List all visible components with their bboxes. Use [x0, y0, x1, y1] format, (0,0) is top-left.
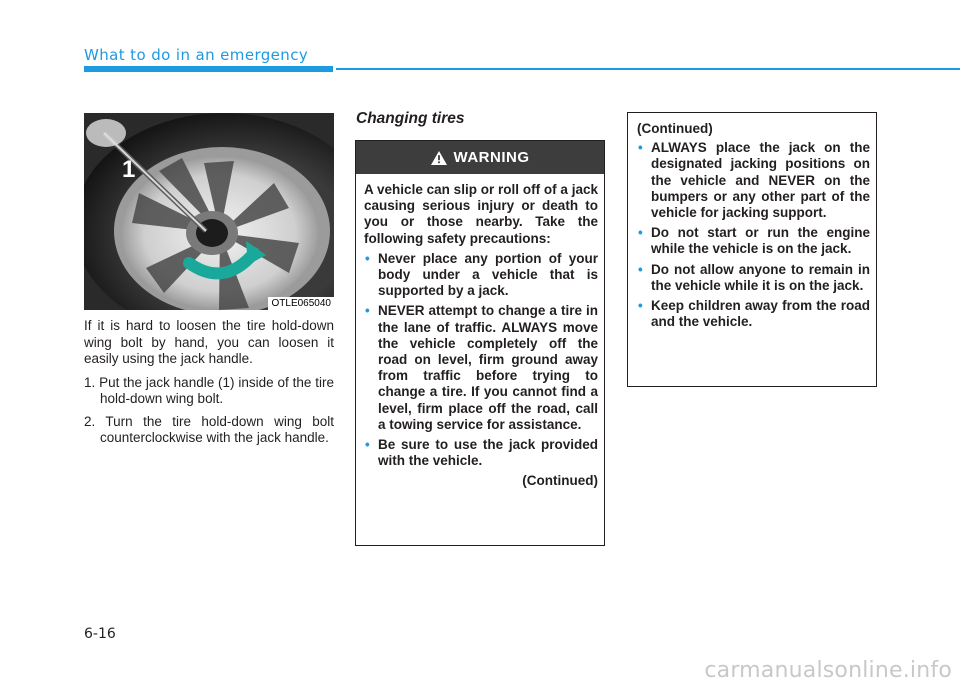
- warning-bullet: • Be sure to use the jack provided with the vehicle.: [364, 437, 598, 469]
- continued-bullet: • Keep children away from the road and the vehicle.: [637, 298, 870, 330]
- section-title: Changing tires: [356, 110, 465, 127]
- photo-code-label: OTLE065040: [268, 297, 335, 310]
- continued-bullet: • ALWAYS place the jack on the designated jacking positions on the vehicle and NEVER on the bumpers or any other part of the vehicle for jacking support.: [637, 140, 870, 221]
- step-item: 1. Put the jack handle (1) inside of the tire hold-down wing bolt.: [84, 374, 334, 406]
- section-header-title: What to do in an emergency: [84, 46, 309, 64]
- warning-bullet: • Never place any portion of your body under a vehicle that is supported by a jack.: [364, 251, 598, 300]
- continued-heading: (Continued): [637, 121, 713, 136]
- continued-bullets: [637, 140, 870, 330]
- warning-triangle-icon: [431, 151, 447, 165]
- spare-tire-photo: [84, 113, 334, 310]
- continued-bullet: • Do not start or run the engine while the vehicle is on the jack.: [637, 225, 870, 257]
- steps-list: [84, 375, 334, 447]
- page-number: 6-16: [84, 626, 116, 642]
- warning-bullet: • NEVER attempt to change a tire in the lane of traffic. ALWAYS move the vehicle completely off the road on level, firm ground away from traffic before trying to change a tire. If you cannot find a level, firm place off the road, call a towing service for assistance.: [364, 303, 598, 433]
- callout-number: 1: [122, 156, 136, 183]
- warning-header: [356, 141, 604, 174]
- warning-label: WARNING: [453, 149, 530, 166]
- intro-paragraph: If it is hard to loosen the tire hold-down wing bolt by hand, you can loosen it easily using the jack handle.: [84, 318, 334, 366]
- warning-continued: (Continued): [522, 473, 598, 489]
- instructions: [84, 318, 334, 453]
- step-item: 2. Turn the tire hold-down wing bolt counterclockwise with the jack handle.: [84, 413, 334, 445]
- warning-continued-box: [627, 112, 877, 387]
- warning-box: [355, 140, 605, 546]
- warning-bullets: [364, 251, 598, 470]
- warning-intro: A vehicle can slip or roll off of a jack causing serious injury or death to you or those nearby. Take the following safety precautions:: [364, 182, 598, 246]
- header-rule-thin: [336, 68, 960, 70]
- watermark: carmanualsonline.info: [704, 658, 952, 683]
- header-rule-thick: [84, 66, 333, 72]
- continued-bullet: • Do not allow anyone to remain in the vehicle while it is on the jack.: [637, 262, 870, 294]
